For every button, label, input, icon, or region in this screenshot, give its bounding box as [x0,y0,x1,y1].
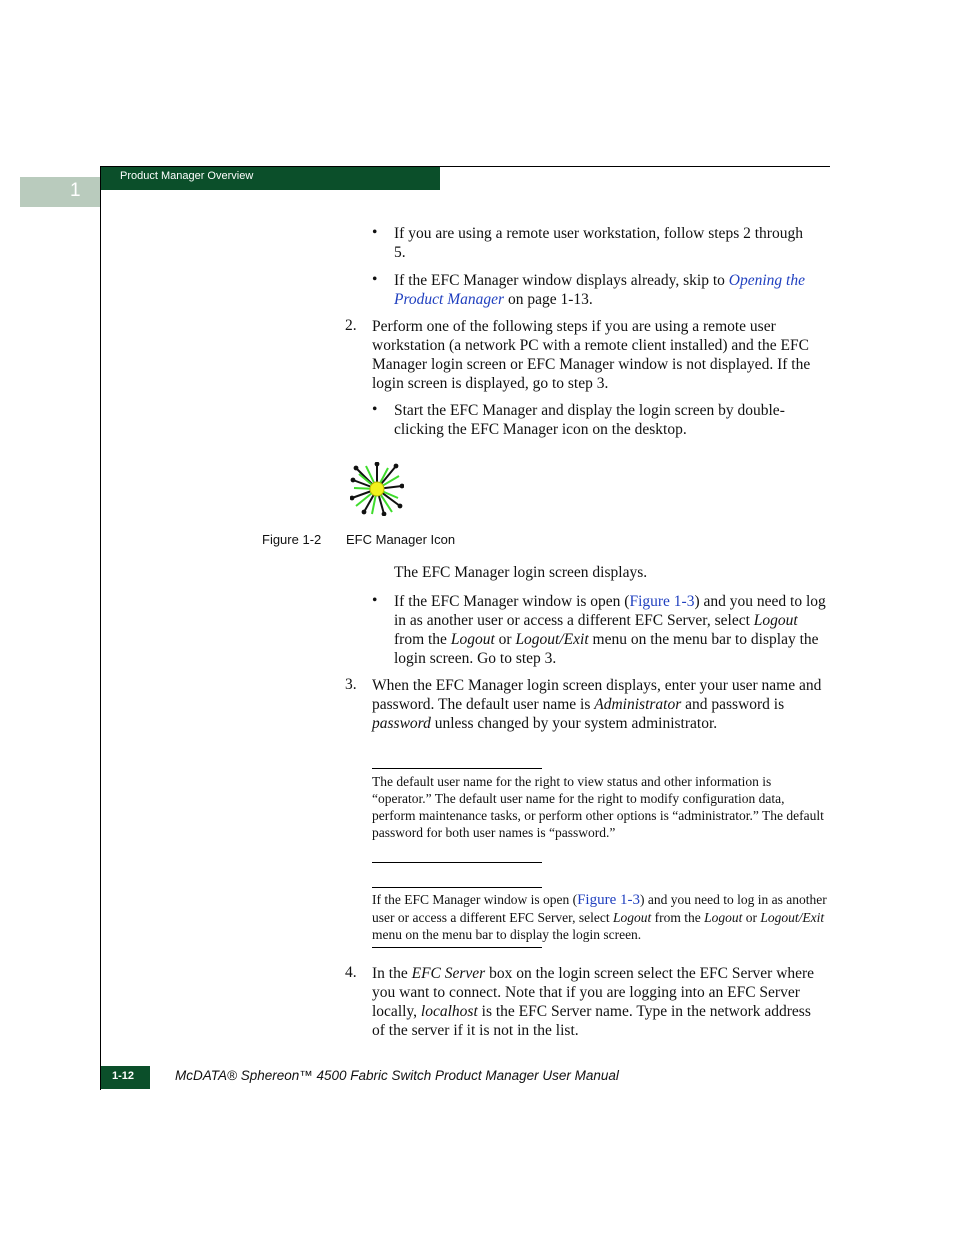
text-run: from the [651,910,705,925]
text-run: from the [394,631,451,648]
figure-link[interactable]: Figure 1-3 [629,593,695,610]
text-run: menu on the menu bar to display the login screen. [372,927,642,942]
text-run: menu on the menu bar to display the login screen. Go to step 3. [394,631,819,667]
text-run: password [372,715,431,732]
note-text [372,891,827,943]
text-run: When the EFC Manager login screen displays, enter your user name and password. The default user name is [372,677,822,713]
running-title: Product Manager Overview [120,170,254,182]
cross-reference-link[interactable]: Opening the Product Manager [394,272,805,308]
bullet-item [394,271,824,309]
text-run: Logout/Exit [760,910,825,925]
text-run: ) and you need to log in as another user or access a different EFC Server, select [372,892,827,925]
note-rule-bottom [372,862,542,863]
bullet-marker: • [372,401,378,418]
text-run: Logout/Exit [515,631,589,648]
text-run: on page 1-13. [504,291,593,308]
text-run: box on the login screen select the EFC Server where you want to connect. Note that if you are logging into an EFC Server locally, [372,965,815,1020]
margin-rule [100,166,101,1090]
step-number: 3. [345,676,357,693]
text-run: or [494,631,516,648]
bullet-marker: • [372,224,378,241]
text-run: unless changed by your system administrator. [430,715,718,732]
text-run: Logout [613,910,652,925]
step-text [372,964,824,1040]
text-run: and password is [681,696,785,713]
text-run: Administrator [594,696,682,713]
text-run: or [742,910,761,925]
text-run: In the [372,965,412,982]
manual-title: McDATA® Sphereon™ 4500 Fabric Switch Product Manager User Manual [175,1068,619,1083]
page-number: 1-12 [112,1070,135,1082]
text-run: If the EFC Manager window is open ( [394,593,630,610]
bullet-marker: • [372,592,378,609]
text-run: localhost [420,1003,478,1020]
step-text: Perform one of the following steps if you are using a remote user workstation (a network PC with a remote client installed) and the EFC Manager login screen or EFC Manager window is not displayed. If the login screen is displayed, go to step 3. [372,318,811,392]
note-text: The default user name for the right to view status and other information is “operator.” The default user name for the right to modify configuration data, perform maintenance tasks, or perform other options is “administrator.” The default password for both user names is “password.” [372,774,824,840]
figure-title: EFC Manager Icon [346,532,456,547]
efc-manager-icon [350,462,404,516]
note-rule-top [372,768,542,769]
chapter-tab [20,177,101,207]
body-paragraph: The EFC Manager login screen displays. [394,564,648,581]
bullet-item: If you are using a remote user workstation, follow steps 2 through 5. [394,225,803,261]
bullet-item [394,592,826,668]
step-number: 2. [345,317,357,334]
text-run: Logout [450,631,495,648]
text-run: ) and you need to log in as another user or access a different EFC Server, select [394,593,826,629]
text-run: EFC Server [411,965,486,982]
step-number: 4. [345,964,357,981]
text-run: Logout [753,612,798,629]
figure-number: Figure 1-2 [262,532,322,547]
step-text [372,676,824,733]
figure-link[interactable]: Figure 1-3 [577,892,641,908]
text-run: If the EFC Manager window displays already, skip to [394,272,729,289]
chapter-number: 1 [70,180,81,201]
text-run: Logout [704,910,743,925]
note-rule-bottom [372,947,542,948]
text-run: is the EFC Server name. Type in the network address of the server if it is not in the list. [372,1003,811,1039]
bullet-item: Start the EFC Manager and display the login screen by double-clicking the EFC Manager icon on the desktop. [394,402,785,438]
note-rule-top [372,887,542,888]
text-run: If the EFC Manager window is open ( [372,892,578,907]
bullet-marker: • [372,271,378,288]
